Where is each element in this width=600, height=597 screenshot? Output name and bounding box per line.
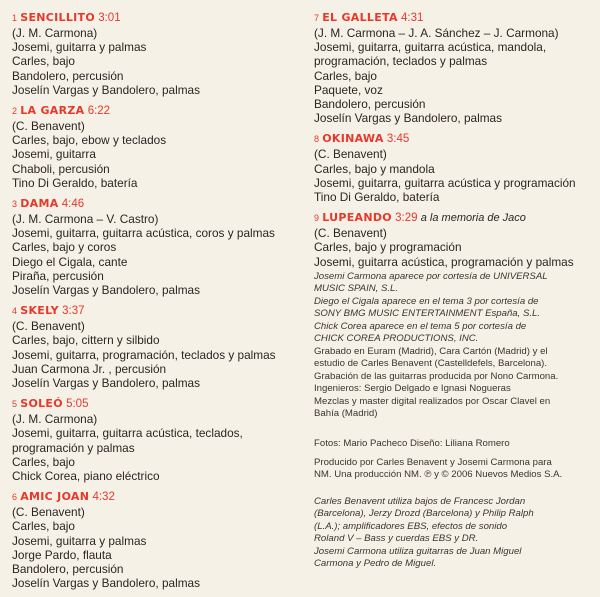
track-number: 6 bbox=[12, 492, 18, 503]
track-credit-line: Joselín Vargas y Bandolero, palmas bbox=[12, 376, 200, 391]
track-number: 9 bbox=[314, 213, 320, 224]
track-composer: (C. Benavent) bbox=[314, 226, 387, 241]
note-line: (Barcelona), Jerzy Drozd (Barcelona) y Philip Ralph bbox=[314, 508, 534, 520]
track-credit-line: Josemi, guitarra, guitarra acústica, mandola, bbox=[314, 40, 547, 55]
track-credit-line: Jorge Pardo, flauta bbox=[12, 547, 112, 562]
track-credit-line: Diego el Cigala, cante bbox=[12, 254, 128, 269]
track-heading bbox=[314, 210, 596, 226]
track-heading bbox=[12, 396, 297, 412]
note-line: Josemi Carmona utiliza guitarras de Juan Miguel bbox=[314, 545, 522, 557]
note-line: Carmona y Pedro de Miguel. bbox=[314, 558, 437, 570]
track-credit-line: Josemi, guitarra, guitarra acústica, teclados, bbox=[12, 426, 243, 441]
note-line: (L.A.); amplificadores EBS, efectos de sonido bbox=[314, 520, 508, 532]
track-credit-line: Carles, bajo y programación bbox=[314, 240, 462, 255]
track-composer: (J. M. Carmona) bbox=[12, 412, 98, 427]
recording-credits bbox=[314, 346, 596, 420]
track-block bbox=[314, 10, 596, 125]
track-credit-line: Tino Di Geraldo, batería bbox=[314, 190, 440, 205]
track-credit-line: Carles, bajo, cittern y silbido bbox=[12, 333, 160, 348]
track-heading bbox=[12, 103, 297, 119]
track-block bbox=[12, 489, 297, 590]
tracklist-left-column bbox=[12, 10, 297, 597]
track-composer: (C. Benavent) bbox=[12, 319, 85, 334]
track-number: 7 bbox=[314, 13, 320, 23]
track-credit-line: Josemi, guitarra, guitarra acústica, coros y palmas bbox=[12, 226, 275, 241]
track-credit-line: Carles, bajo bbox=[314, 68, 377, 83]
track-block bbox=[12, 396, 297, 483]
track-title: LUPEANDO bbox=[322, 211, 392, 225]
track-credit-line: Bandolero, percusión bbox=[314, 97, 426, 112]
track-credit-line: Carles, bajo bbox=[12, 54, 75, 69]
track-credit-line: programación, teclados y palmas bbox=[314, 54, 488, 69]
track-credit-line: Josemi, guitarra y palmas bbox=[12, 40, 147, 55]
track-credit-line: Joselín Vargas y Bandolero, palmas bbox=[314, 111, 502, 126]
track-credit-line: Joselín Vargas y Bandolero, palmas bbox=[12, 82, 200, 97]
track-credit-line: Piraña, percusión bbox=[12, 268, 104, 283]
note-line: estudio de Carles Benavent (Castelldefels, Barcelona). bbox=[314, 358, 548, 370]
track-credit-line: Carles, bajo, ebow y teclados bbox=[12, 133, 167, 148]
photo-design-credits bbox=[314, 438, 596, 450]
track-number: 3 bbox=[12, 199, 18, 210]
track-credit-line: Paquete, voz bbox=[314, 82, 383, 97]
track-composer: (C. Benavent) bbox=[12, 119, 85, 134]
track-duration: 6:22 bbox=[87, 105, 111, 118]
note-line: Josemi Carmona aparece por cortesía de UNIVERSAL bbox=[314, 271, 548, 282]
track-block bbox=[12, 10, 297, 97]
track-block bbox=[12, 196, 297, 297]
track-duration: 4:31 bbox=[401, 12, 424, 24]
track-credit-line: Josemi, guitarra acústica, programación y palmas bbox=[314, 254, 574, 269]
note-line: Chick Corea aparece en el tema 5 por cortesía de bbox=[314, 320, 527, 332]
track-credit-line: Josemi, guitarra, guitarra acústica y programación bbox=[314, 175, 576, 190]
track-title: AMIC JOAN bbox=[20, 490, 90, 504]
track-number: 8 bbox=[314, 134, 320, 145]
note-line: NM. Una producción NM. ℗ y © 2006 Nuevos Medios S.A. bbox=[314, 469, 563, 481]
track-title: OKINAWA bbox=[322, 132, 384, 146]
track-number: 2 bbox=[12, 106, 18, 117]
track-composer: (C. Benavent) bbox=[12, 505, 85, 520]
track-composer: (C. Benavent) bbox=[314, 147, 387, 162]
note-line: Mezclas y master digital realizados por Oscar Clavel en bbox=[314, 395, 551, 407]
track-number: 5 bbox=[12, 399, 18, 410]
track-block bbox=[12, 103, 297, 190]
track-title: EL GALLETA bbox=[322, 11, 398, 24]
track-duration: 3:29 bbox=[395, 212, 418, 225]
gear-notes bbox=[314, 496, 596, 570]
track-title: SKELY bbox=[20, 304, 59, 318]
track-title: DAMA bbox=[20, 197, 59, 211]
note-line: CHICK COREA PRODUCTIONS, INC. bbox=[314, 333, 479, 345]
track-credit-line: Tino Di Geraldo, batería bbox=[12, 175, 138, 190]
track-block bbox=[12, 303, 297, 390]
track-credit-line: Bandolero, percusión bbox=[12, 562, 124, 577]
track-title: SENCILLITO bbox=[20, 11, 95, 24]
track-heading bbox=[12, 489, 297, 505]
track-duration: 4:32 bbox=[92, 491, 115, 504]
note-line: MUSIC SPAIN, S.L. bbox=[314, 283, 399, 295]
track-credit-line: Josemi, guitarra y palmas bbox=[12, 533, 147, 548]
track-block bbox=[314, 131, 596, 204]
note-line: Roland V – Bass y cuerdas EBS y DR. bbox=[314, 533, 479, 545]
track-composer: (J. M. Carmona – J. A. Sánchez – J. Carmona) bbox=[314, 26, 559, 40]
note-line: Grabación de las guitarras producida por Nono Carmona. bbox=[314, 370, 559, 382]
tracklist-right-column bbox=[314, 10, 596, 275]
track-duration: 5:05 bbox=[66, 398, 89, 411]
track-heading bbox=[314, 10, 596, 26]
track-duration: 3:45 bbox=[386, 133, 410, 146]
track-heading bbox=[12, 10, 297, 26]
track-duration: 3:01 bbox=[98, 12, 121, 24]
track-credit-line: Carles, bajo y coros bbox=[12, 240, 117, 255]
track-title: SOLEÓ bbox=[20, 397, 63, 411]
track-credit-line: Bandolero, percusión bbox=[12, 68, 124, 83]
note-line: Bahía (Madrid) bbox=[314, 408, 378, 420]
track-heading bbox=[314, 131, 596, 147]
track-heading bbox=[12, 196, 297, 212]
note-line: Carles Benavent utiliza bajos de Francesc Jordan bbox=[314, 496, 526, 507]
track-credit-line: Joselín Vargas y Bandolero, palmas bbox=[12, 576, 200, 591]
track-block bbox=[314, 210, 596, 269]
track-duration: 3:37 bbox=[62, 305, 85, 318]
track-composer: (J. M. Carmona – V. Castro) bbox=[12, 212, 159, 227]
track-credit-line: Josemi, guitarra, programación, teclados y palmas bbox=[12, 347, 276, 362]
track-credit-line: Josemi, guitarra bbox=[12, 147, 96, 162]
track-credit-line: Chaboli, percusión bbox=[12, 161, 110, 176]
track-credit-line: Carles, bajo y mandola bbox=[314, 161, 435, 176]
track-number: 1 bbox=[12, 13, 18, 23]
track-credit-line: programación y palmas bbox=[12, 440, 135, 455]
track-credit-line: Carles, bajo bbox=[12, 519, 75, 534]
production-credits bbox=[314, 457, 596, 482]
track-credit-line: Joselín Vargas y Bandolero, palmas bbox=[12, 283, 200, 298]
note-line: Ingenieros: Sergio Delgado e Ignasi Nogueras bbox=[314, 383, 511, 395]
track-credit-line: Juan Carmona Jr. , percusión bbox=[12, 361, 167, 376]
courtesy-notes bbox=[314, 271, 596, 345]
track-duration: 4:46 bbox=[61, 198, 85, 211]
track-title: LA GARZA bbox=[20, 104, 85, 118]
track-dedication: a la memoria de Jaco bbox=[420, 212, 526, 225]
note-line: SONY BMG MUSIC ENTERTAINMENT España, S.L. bbox=[314, 308, 541, 320]
note-line: Grabado en Euram (Madrid), Cara Cartón (Madrid) y el bbox=[314, 346, 548, 357]
track-credit-line: Carles, bajo bbox=[12, 454, 75, 469]
track-credit-line: Chick Corea, piano eléctrico bbox=[12, 469, 160, 484]
track-number: 4 bbox=[12, 306, 18, 317]
note-line: Diego el Cigala aparece en el tema 3 por cortesía de bbox=[314, 295, 539, 307]
note-line: Producido por Carles Benavent y Josemi Carmona para bbox=[314, 457, 552, 468]
track-heading bbox=[12, 303, 297, 319]
track-composer: (J. M. Carmona) bbox=[12, 26, 98, 40]
note-line: Fotos: Mario Pacheco Diseño: Liliana Romero bbox=[314, 438, 510, 449]
